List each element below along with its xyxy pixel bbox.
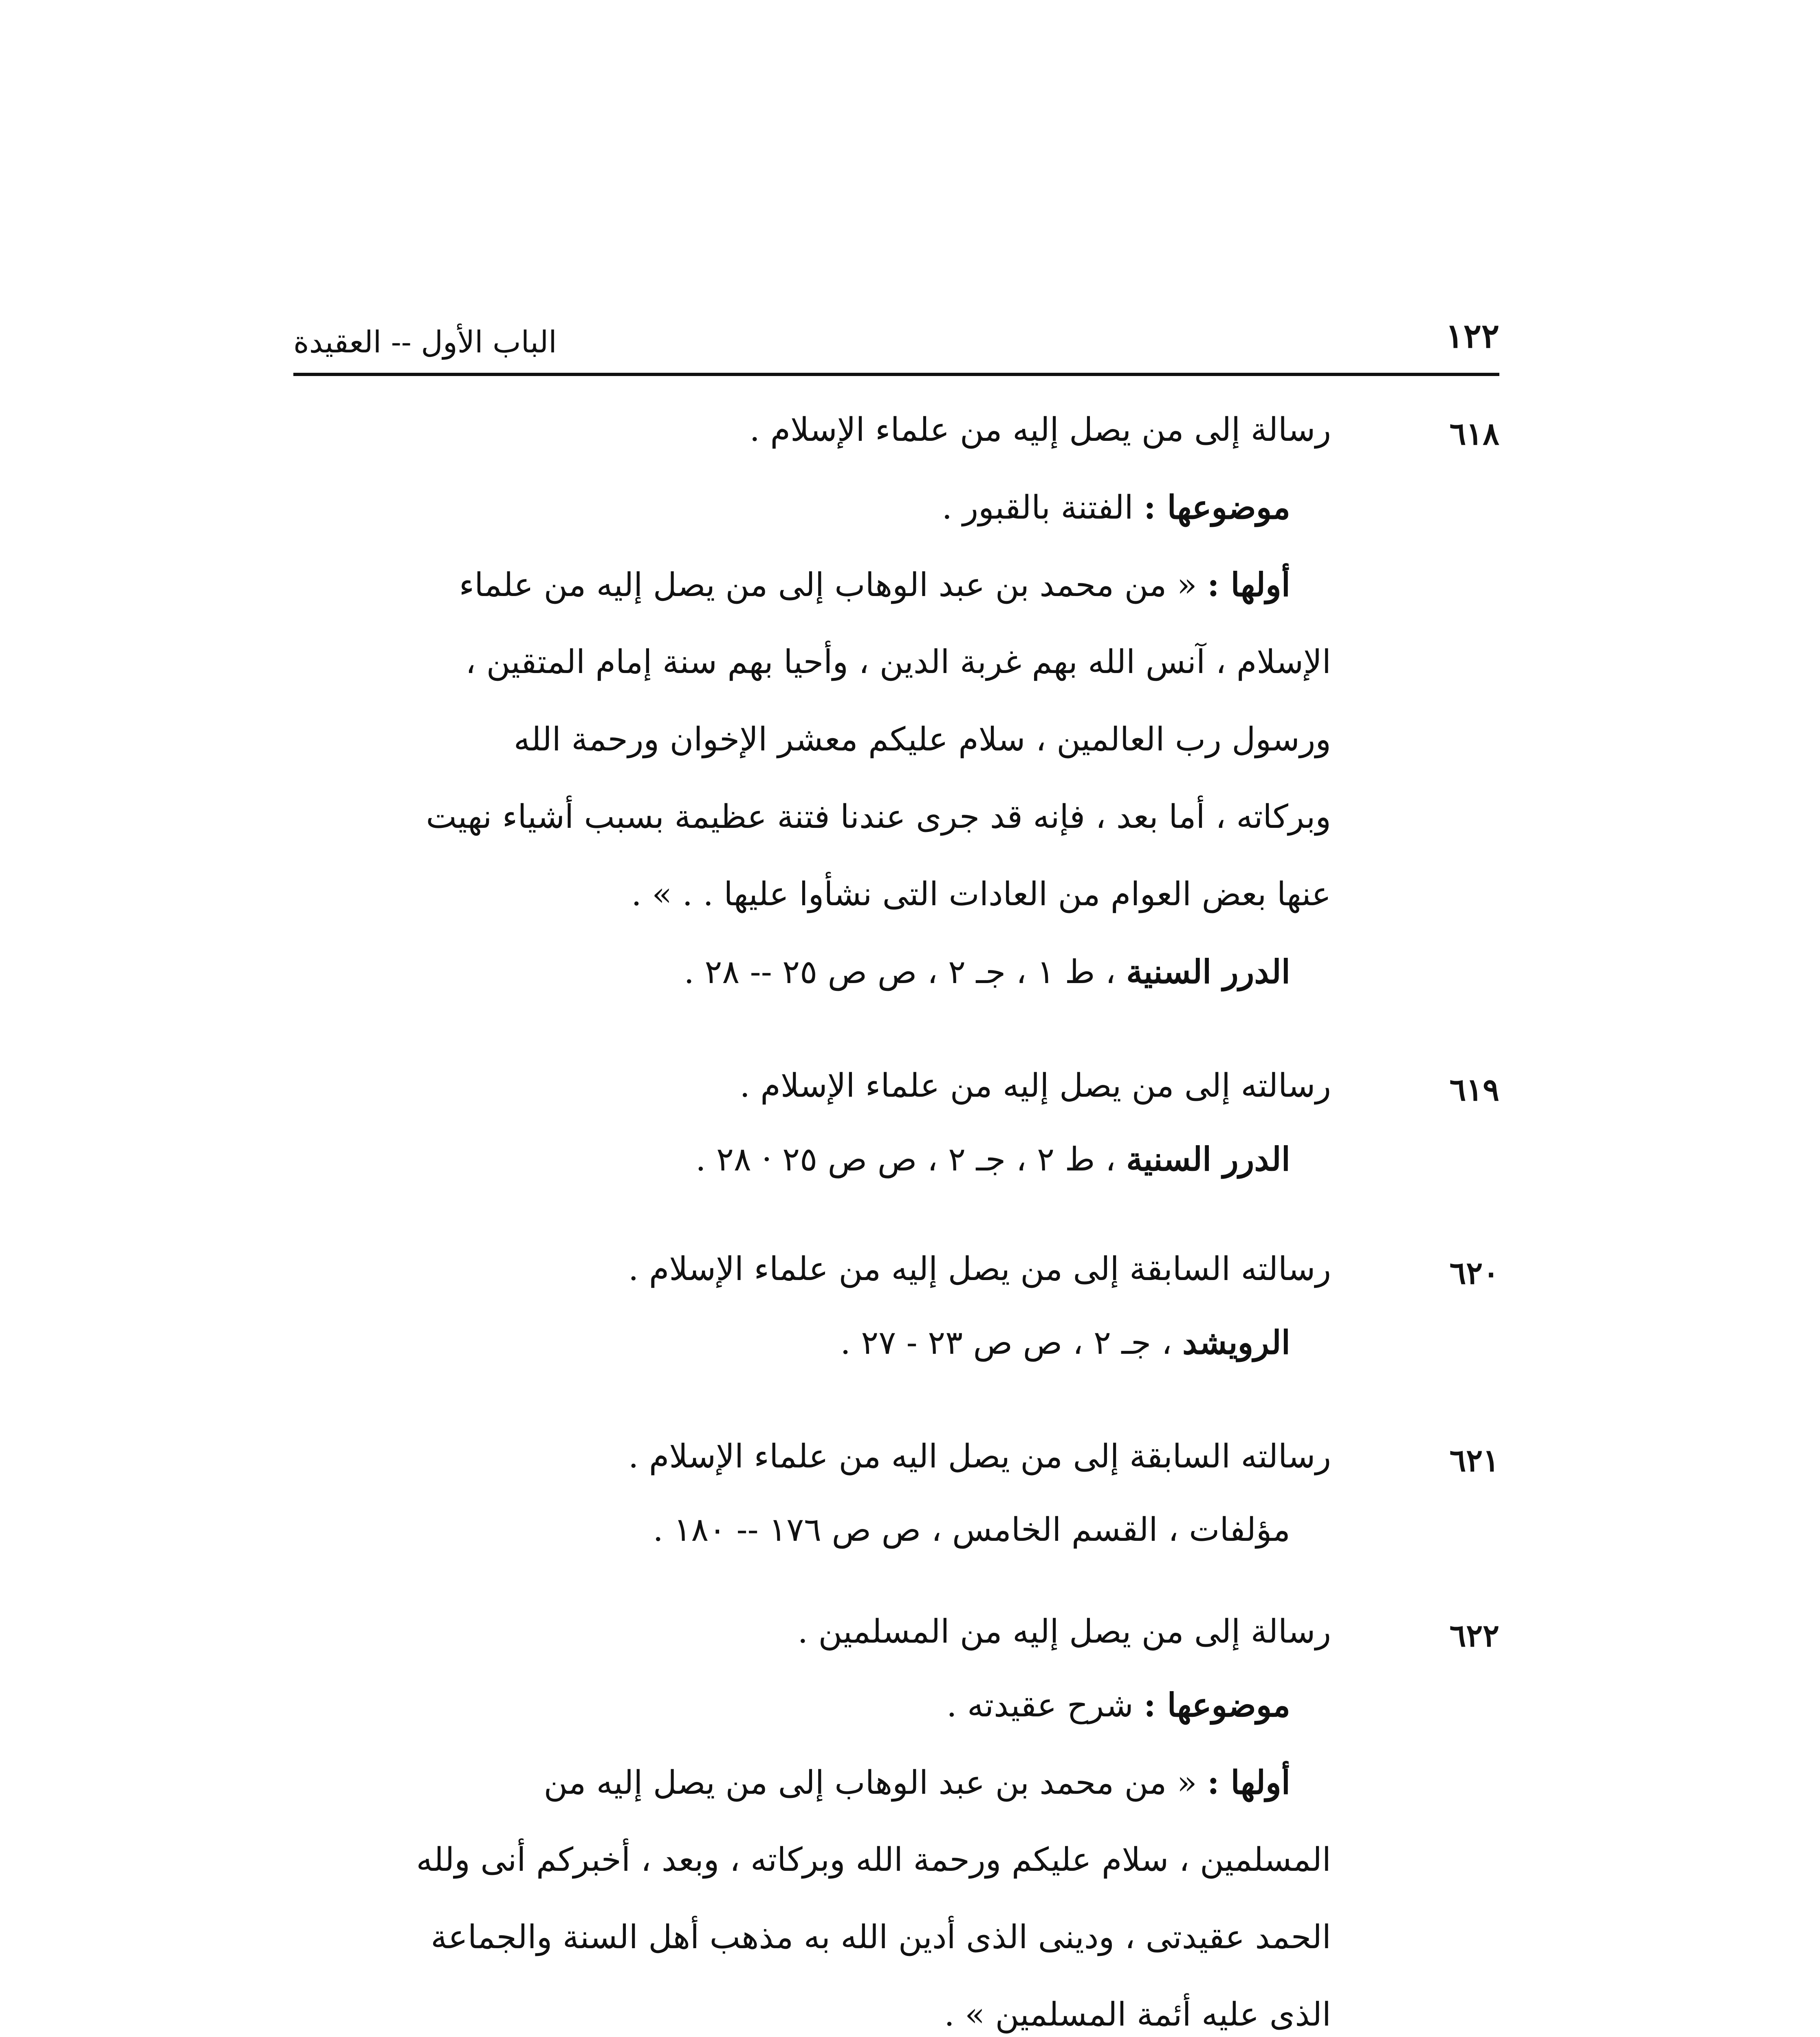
entry-number-621: ٦٢١	[1449, 1442, 1499, 1478]
entry-620-title: رسالته السابقة إلى من يصل إليه من علماء الإسلام .	[628, 1250, 1331, 1288]
subject-label: موضوعها :	[1144, 1686, 1290, 1724]
entry-622-opening-line-4: الذى عليه أئمة المسلمين » .	[944, 1995, 1331, 2033]
entry-618-subject	[942, 485, 1290, 530]
entry-number-619: ٦١٩	[1449, 1071, 1499, 1108]
entry-618-opening-line-2: الإسلام ، آنس الله بهم غربة الدين ، وأحيا بهم سنة إمام المتقين ،	[465, 643, 1331, 681]
entry-621-source	[653, 1507, 1290, 1552]
entry-622-opening-line-3: الحمد عقيدتى ، ودينى الذى أدين الله به مذهب أهل السنة والجماعة	[431, 1918, 1331, 1956]
subject-text: الفتنة بالقبور .	[942, 488, 1133, 526]
entry-618-source	[684, 949, 1290, 994]
source-label: الرويشد	[1182, 1323, 1290, 1362]
entry-618-title: رسالة إلى من يصل إليه من علماء الإسلام .	[749, 411, 1331, 449]
source-text: ، ط ٢ ، جـ ٢ ، ص ص ٢٥ · ٢٨ .	[695, 1140, 1116, 1178]
opening-label: أولها :	[1207, 565, 1290, 604]
source-label: الدرر السنية	[1126, 1140, 1290, 1178]
opening-text: « من محمد بن عبد الوهاب إلى من يصل إليه من	[544, 1764, 1197, 1802]
entry-622-subject	[946, 1683, 1290, 1728]
entry-618-opening-line-4: وبركاته ، أما بعد ، فإنه قد جرى عندنا فتنة عظيمة بسبب أشياء نهيت	[426, 798, 1331, 836]
entry-622-opening-line-1	[544, 1760, 1290, 1805]
entry-618-opening-line-1	[459, 562, 1290, 607]
entry-619-title: رسالته إلى من يصل إليه من علماء الإسلام .	[739, 1067, 1331, 1104]
entry-618-opening-line-5: عنها بعض العوام من العادات التى نشأوا عليها . . » .	[631, 875, 1331, 913]
subject-text: شرح عقيدته .	[946, 1686, 1133, 1724]
entry-622-title: رسالة إلى من يصل إليه من المسلمين .	[797, 1612, 1331, 1650]
entry-622-opening-line-2: المسلمين ، سلام عليكم ورحمة الله وبركاته ، وبعد ، أخبركم أنى ولله	[416, 1841, 1331, 1879]
source-label: الدرر السنية	[1126, 953, 1290, 991]
opening-label: أولها :	[1207, 1763, 1290, 1802]
source-text: ، جـ ٢ ، ص ص ٢٣ - ٢٧ .	[840, 1324, 1172, 1362]
source-text: ، القسم الخامس ، ص ص ١٧٦ -- ١٨٠ .	[653, 1511, 1179, 1549]
entry-621-title: رسالته السابقة إلى من يصل اليه من علماء الإسلام .	[628, 1437, 1331, 1475]
entry-number-618: ٦١٨	[1449, 416, 1499, 452]
entry-620-source	[840, 1320, 1290, 1365]
opening-text: « من محمد بن عبد الوهاب إلى من يصل إليه من علماء	[459, 566, 1197, 604]
entry-number-622: ٦٢٢	[1449, 1617, 1499, 1654]
page-number: ١٢٢	[1445, 317, 1499, 356]
subject-label: موضوعها :	[1144, 488, 1290, 526]
entry-number-620: ٦٢٠	[1449, 1255, 1499, 1291]
running-title: الباب الأول -- العقيدة	[293, 325, 557, 360]
source-label: مؤلفات	[1189, 1511, 1290, 1549]
header-rule	[293, 373, 1499, 376]
entry-619-source	[695, 1137, 1290, 1182]
entry-618-opening-line-3: ورسول رب العالمين ، سلام عليكم معشر الإخوان ورحمة الله	[513, 720, 1331, 758]
source-text: ، ط ١ ، جـ ٢ ، ص ص ٢٥ -- ٢٨ .	[684, 953, 1116, 991]
